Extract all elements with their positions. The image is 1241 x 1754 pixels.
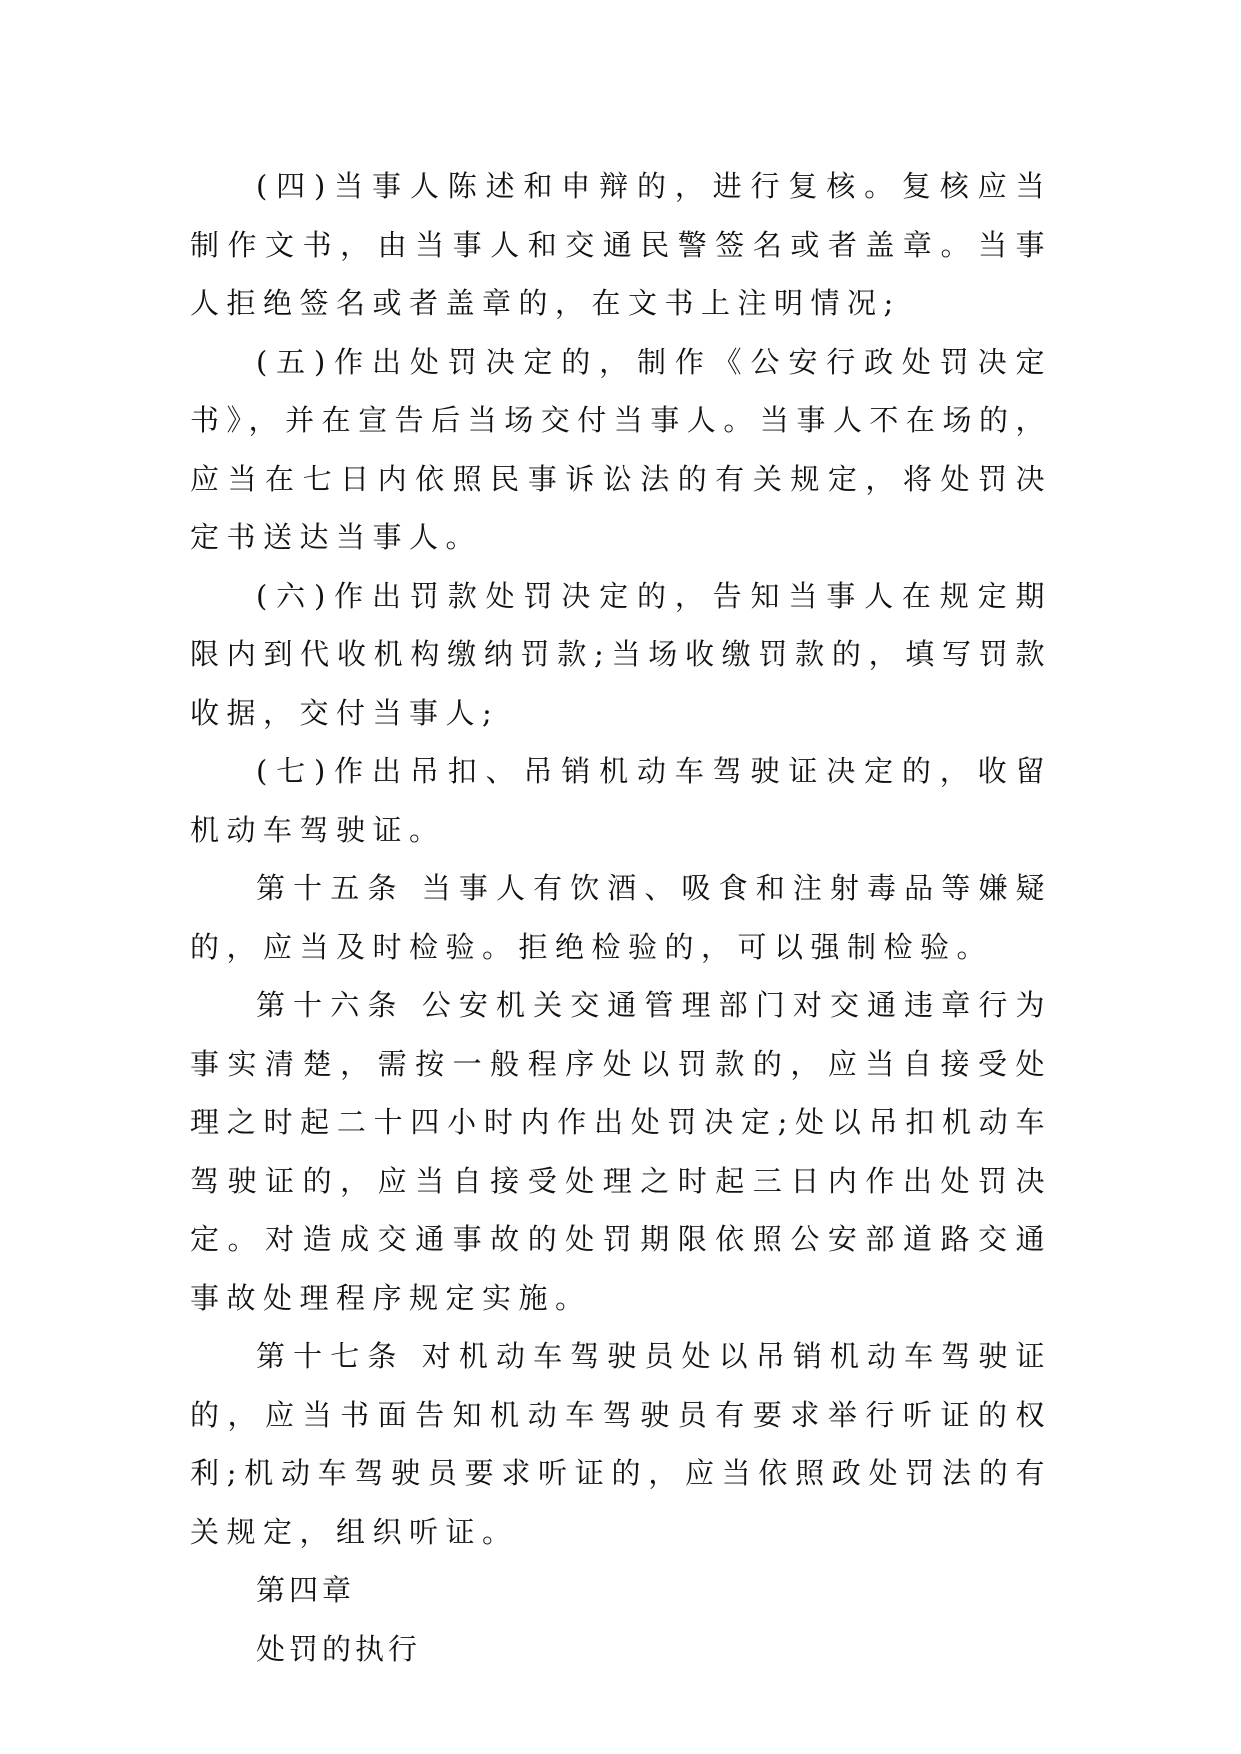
article-16: 第十六条 公安机关交通管理部门对交通违章行为事实清楚，需按一般程序处以罚款的，应当自接受处理之时起二十四小时内作出处罚决定;处以吊扣机动车驾驶证的，应当自接受处理之时起三日内作出处罚决定。对造成交通事故的处罚期限依照公安部道路交通事故处理程序规定实施。 — [190, 988, 1052, 1315]
document-body — [190, 157, 1052, 1678]
chapter-number: 第四章 — [256, 1573, 356, 1607]
paragraph-item-4: (四)当事人陈述和申辩的，进行复核。复核应当制作文书，由当事人和交通民警签名或者盖章。当事人拒绝签名或者盖章的，在文书上注明情况; — [190, 169, 1052, 320]
paragraph-item-6: (六)作出罚款处罚决定的，告知当事人在规定期限内到代收机构缴纳罚款;当场收缴罚款的，填写罚款收据，交付当事人; — [190, 578, 1052, 730]
paragraph-item-5: (五)作出处罚决定的，制作《公安行政处罚决定书》，并在宣告后当场交付当事人。当事人不在场的，应当在七日内依照民事诉讼法的有关规定，将处罚决定书送达当事人。 — [190, 344, 1052, 554]
article-17: 第十七条 对机动车驾驶员处以吊销机动车驾驶证的，应当书面告知机动车驾驶员有要求举行听证的权利;机动车驾驶员要求听证的，应当依照政处罚法的有关规定，组织听证。 — [190, 1339, 1052, 1549]
paragraph-item-7: (七)作出吊扣、吊销机动车驾驶证决定的，收留机动车驾驶证。 — [190, 754, 1052, 847]
article-15: 第十五条 当事人有饮酒、吸食和注射毒品等嫌疑的，应当及时检验。拒绝检验的，可以强制检验。 — [190, 871, 1052, 964]
chapter-title: 处罚的执行 — [256, 1631, 422, 1666]
